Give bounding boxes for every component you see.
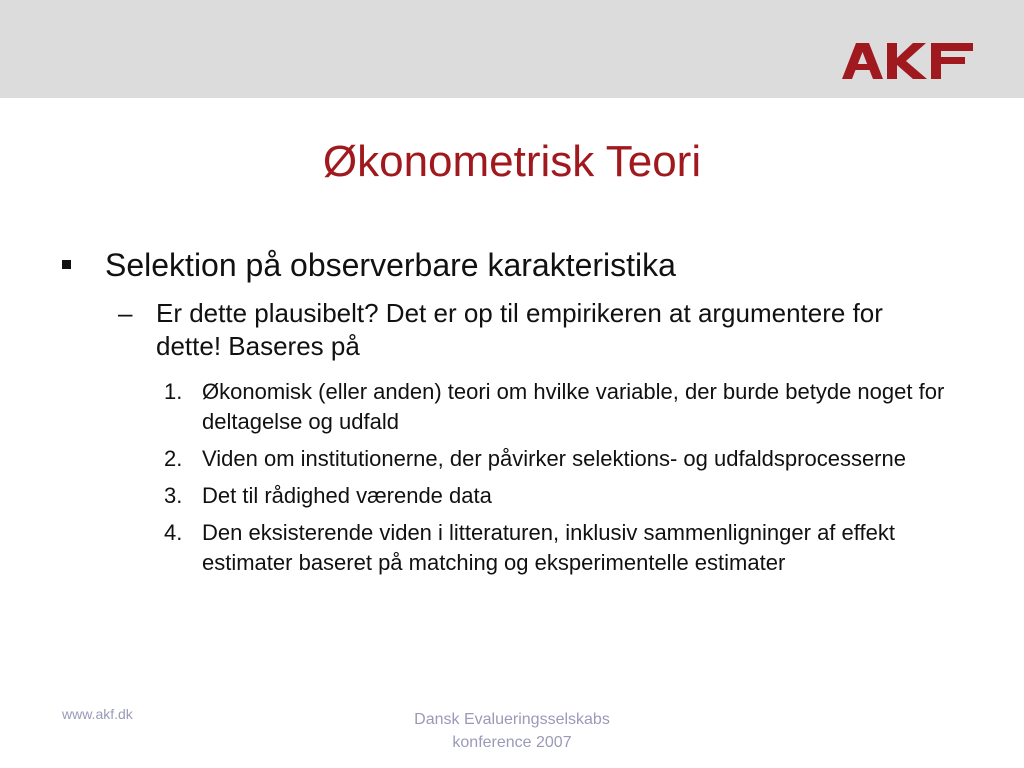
square-bullet-icon: [62, 260, 71, 269]
footer-conference-line-1: Dansk Evalueringsselskabs: [414, 711, 610, 728]
footer-url: www.akf.dk: [62, 706, 133, 722]
numbered-list: [164, 377, 984, 585]
bullet-level-1-text: Selektion på observerbare karakteristika: [105, 247, 676, 283]
list-item-text: Økonomisk (eller anden) teori om hvilke variable, der burde betyde noget for deltagelse og udfald: [202, 379, 945, 434]
footer-conference-line-2: konference 2007: [452, 734, 572, 751]
footer-conference: [362, 708, 662, 754]
list-item: [164, 518, 984, 578]
list-item-text: Den eksisterende viden i litteraturen, inklusiv sammenligninger af effekt estimater baseret på matching og eksperimentelle estimater: [202, 520, 895, 575]
list-item-text: Viden om institutionerne, der påvirker selektions- og udfaldsprocesserne: [202, 446, 906, 471]
bullet-level-2-text: Er dette plausibelt? Det er op til empirikeren at argumentere for dette! Baseres på: [156, 298, 883, 361]
list-item: [164, 377, 984, 437]
list-item: [164, 481, 984, 511]
list-item-number: 3.: [164, 483, 183, 508]
list-item-number: 4.: [164, 520, 183, 545]
list-item: [164, 444, 984, 474]
slide-title: Økonometrisk Teori: [322, 137, 702, 186]
list-item-text: Det til rådighed værende data: [202, 483, 492, 508]
list-item-number: 1.: [164, 379, 183, 404]
list-item-number: 2.: [164, 446, 183, 471]
dash-bullet-icon: –: [118, 298, 133, 328]
